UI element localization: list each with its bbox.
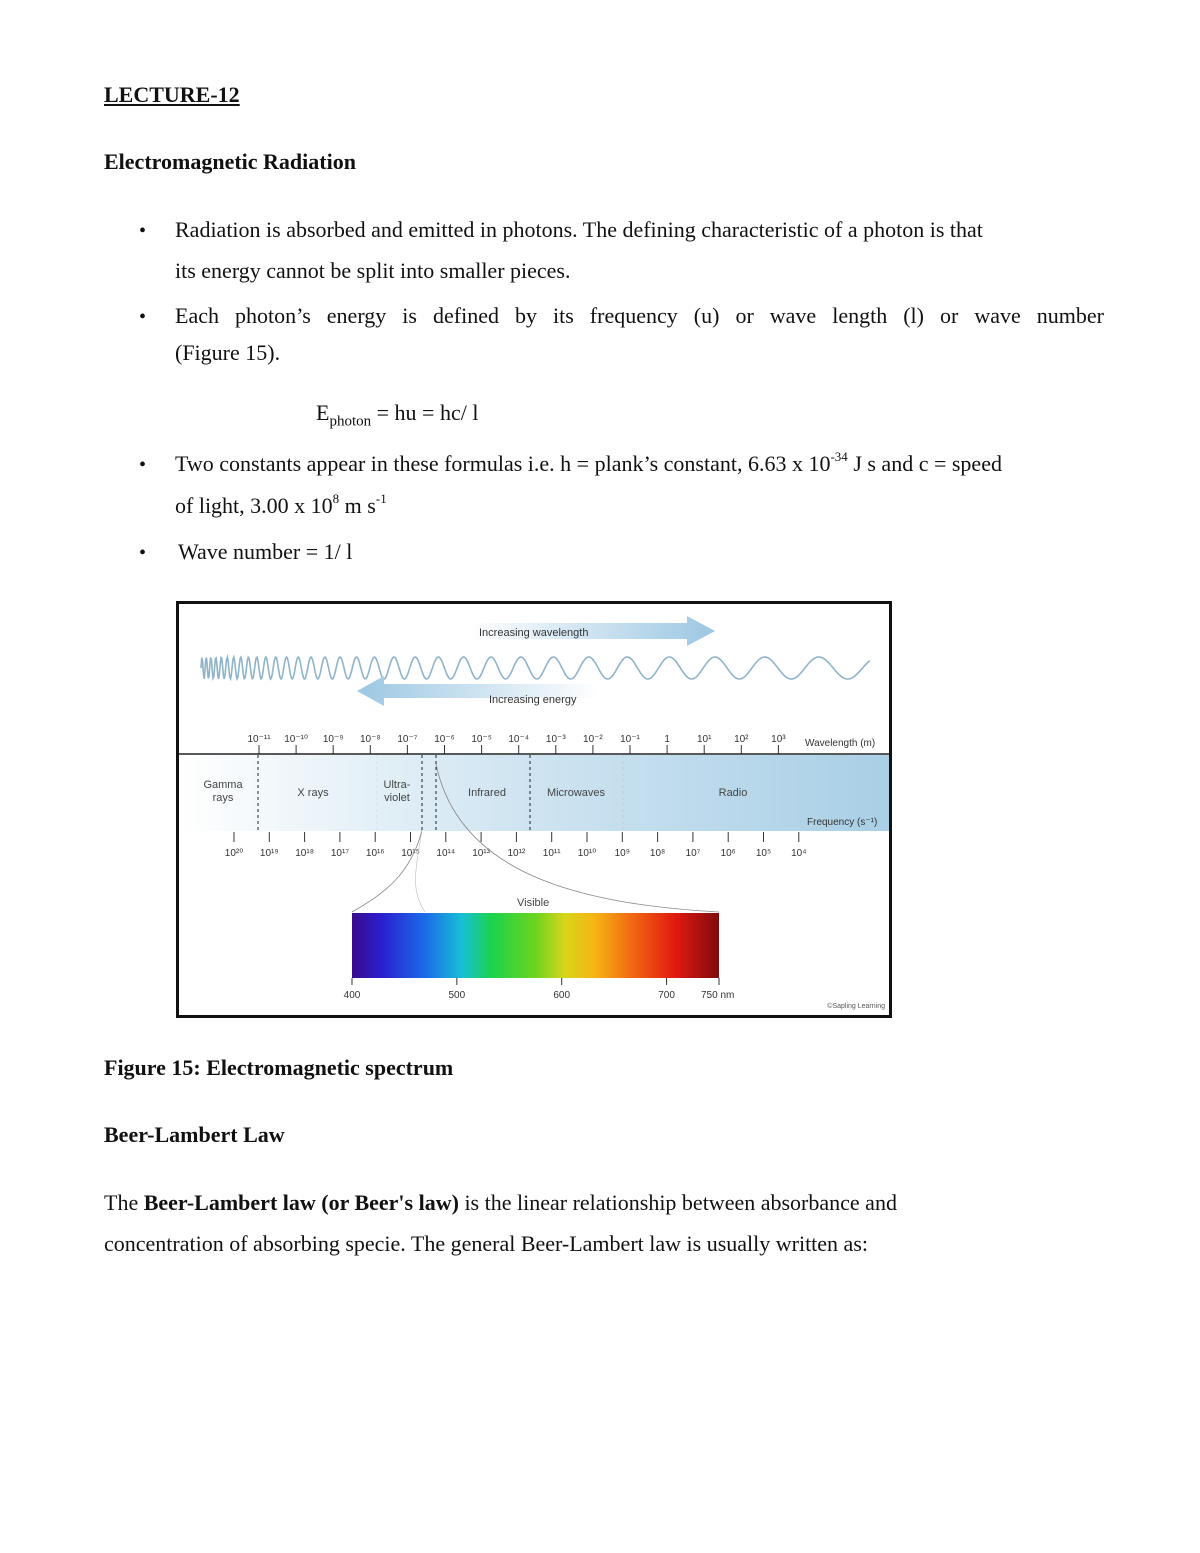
visible-tick-label: 750 nm bbox=[701, 990, 735, 1001]
word: Each bbox=[175, 303, 219, 328]
text-run: The bbox=[104, 1190, 144, 1215]
frequency-tick-label: 10¹⁷ bbox=[330, 848, 349, 859]
exponent: -34 bbox=[830, 448, 848, 464]
frequency-tick-label: 10¹⁶ bbox=[365, 848, 385, 859]
word: its bbox=[552, 303, 574, 328]
text-run: Two constants appear in these formulas i.e. h = plank’s constant, 6.63 x 10 bbox=[175, 451, 831, 476]
beer-lambert-paragraph-line1 bbox=[104, 1190, 897, 1216]
bullet-marker: • bbox=[139, 542, 147, 564]
word: energy bbox=[326, 303, 387, 328]
eq-e: E bbox=[316, 400, 330, 425]
section-title-beer-lambert: Beer-Lambert Law bbox=[104, 1122, 285, 1147]
word: or bbox=[940, 303, 959, 328]
eq-subscript: photon bbox=[329, 413, 372, 430]
wavelength-tick-label: 10⁻¹⁰ bbox=[284, 734, 308, 745]
exponent: 8 bbox=[332, 490, 340, 506]
visible-tick-label: 700 bbox=[658, 990, 675, 1001]
frequency-tick-label: 10⁹ bbox=[614, 848, 631, 859]
frequency-tick-label: 10⁷ bbox=[685, 848, 701, 859]
frequency-tick-label: 10¹⁹ bbox=[259, 848, 279, 859]
wavelength-axis-label: Wavelength (m) bbox=[805, 738, 876, 749]
visible-ticks bbox=[344, 978, 735, 1001]
exponent: -1 bbox=[375, 490, 387, 506]
wave-path bbox=[201, 657, 870, 679]
visible-tick-label: 600 bbox=[553, 990, 571, 1001]
frequency-tick-label: 10¹¹ bbox=[542, 848, 561, 859]
word: length bbox=[832, 303, 888, 328]
bullet-marker: • bbox=[139, 306, 147, 328]
visible-spectrum-bar bbox=[352, 913, 719, 978]
wavelength-tick-label: 10⁻¹ bbox=[620, 734, 640, 745]
text-run: of light, 3.00 x 10 bbox=[175, 493, 333, 518]
bullet3-line2 bbox=[175, 490, 387, 519]
section-title-em-radiation: Electromagnetic Radiation bbox=[104, 149, 356, 174]
word: wave bbox=[769, 303, 817, 328]
word: is bbox=[402, 303, 417, 328]
word: or bbox=[735, 303, 754, 328]
region-microwaves-label: Microwaves bbox=[546, 787, 606, 799]
word: photon’s bbox=[234, 303, 311, 328]
wavelength-tick-label: 10⁻⁹ bbox=[322, 734, 344, 745]
copyright-credit: ©Sapling Learning bbox=[827, 1003, 885, 1010]
em-spectrum-figure bbox=[176, 601, 892, 1018]
wavelength-tick-label: 10⁻⁵ bbox=[471, 734, 492, 745]
visible-tick-label: 400 bbox=[343, 990, 361, 1001]
spectrum-band bbox=[179, 755, 889, 831]
beer-lambert-bold-term: Beer-Lambert law (or Beer's law) bbox=[143, 1190, 459, 1215]
bullet-marker: • bbox=[139, 220, 147, 242]
word: by bbox=[514, 303, 537, 328]
wavelength-ticks bbox=[247, 734, 786, 754]
beer-lambert-paragraph-line2: concentration of absorbing specie. The general Beer-Lambert law is usually written as: bbox=[104, 1231, 868, 1256]
wavelength-tick-label: 10⁻³ bbox=[545, 734, 566, 745]
wavelength-tick-label: 10⁻⁴ bbox=[508, 734, 530, 745]
frequency-tick-label: 10⁸ bbox=[649, 848, 666, 859]
eq-rest: = hu = hc/ l bbox=[371, 400, 479, 425]
wavelength-tick-label: 1 bbox=[664, 734, 670, 745]
wavelength-tick-label: 10⁻² bbox=[583, 734, 603, 745]
word: frequency bbox=[589, 303, 678, 328]
region-gamma-label-2: rays bbox=[212, 792, 234, 804]
wavelength-tick-label: 10⁻¹¹ bbox=[247, 734, 271, 745]
region-xrays-label: X rays bbox=[297, 787, 329, 799]
bullet2-line2: (Figure 15). bbox=[175, 340, 281, 365]
wavelength-tick-label: 10² bbox=[734, 734, 749, 745]
region-infrared-label: Infrared bbox=[468, 787, 506, 799]
frequency-tick-label: 10⁵ bbox=[755, 848, 772, 859]
word: wave bbox=[974, 303, 1021, 328]
frequency-tick-label: 10¹² bbox=[507, 848, 526, 859]
frequency-tick-label: 10¹⁴ bbox=[436, 848, 456, 859]
frequency-tick-label: 10¹⁵ bbox=[401, 848, 420, 859]
photon-energy-equation bbox=[316, 400, 479, 430]
region-radio-label: Radio bbox=[718, 787, 748, 799]
text-run: is the linear relationship between absorbance and bbox=[458, 1190, 897, 1215]
frequency-tick-label: 10⁶ bbox=[720, 848, 736, 859]
wavelength-tick-label: 10³ bbox=[771, 734, 786, 745]
region-uv-label-2: violet bbox=[384, 792, 410, 804]
wavelength-tick-label: 10⁻⁷ bbox=[397, 734, 418, 745]
bullet3-line1 bbox=[175, 448, 1002, 477]
frequency-tick-label: 10¹³ bbox=[472, 848, 490, 859]
wavelength-tick-label: 10¹ bbox=[696, 734, 712, 745]
frequency-ticks bbox=[225, 832, 807, 859]
visible-funnel-inner bbox=[416, 830, 425, 912]
figure-caption: Figure 15: Electromagnetic spectrum bbox=[104, 1055, 454, 1080]
lecture-heading: LECTURE-12 bbox=[104, 82, 240, 107]
frequency-axis-label: Frequency (s⁻¹) bbox=[807, 817, 878, 828]
frequency-tick-label: 10⁴ bbox=[791, 848, 807, 859]
visible-tick-label: 500 bbox=[448, 990, 466, 1001]
bullet1-line2: its energy cannot be split into smaller pieces. bbox=[175, 258, 571, 283]
text-run: J s and c = speed bbox=[847, 451, 1002, 476]
frequency-tick-label: 10¹⁰ bbox=[577, 848, 597, 859]
bullet-marker: • bbox=[139, 454, 147, 476]
increasing-energy-label: Increasing energy bbox=[489, 694, 577, 706]
word: number bbox=[1036, 303, 1104, 328]
bullet1-line1: Radiation is absorbed and emitted in photons. The defining characteristic of a photon is that bbox=[175, 217, 983, 242]
region-uv-label-1: Ultra- bbox=[383, 779, 411, 791]
visible-funnel-left bbox=[352, 830, 422, 912]
text-run: m s bbox=[339, 493, 376, 518]
bullet4-wave-number: Wave number = 1/ l bbox=[178, 539, 353, 564]
increasing-wavelength-label: Increasing wavelength bbox=[479, 627, 589, 639]
region-gamma-label-1: Gamma bbox=[203, 779, 243, 791]
wavelength-tick-label: 10⁻⁶ bbox=[434, 734, 455, 745]
em-spectrum-svg bbox=[179, 604, 889, 1015]
frequency-tick-label: 10²⁰ bbox=[224, 848, 244, 859]
word: defined bbox=[432, 303, 499, 328]
wavelength-tick-label: 10⁻⁸ bbox=[359, 734, 381, 745]
frequency-tick-label: 10¹⁸ bbox=[295, 848, 314, 859]
visible-label: Visible bbox=[517, 897, 550, 909]
word: (u) bbox=[693, 303, 720, 328]
word: (l) bbox=[903, 303, 924, 328]
bullet2-line1 bbox=[175, 303, 1104, 329]
